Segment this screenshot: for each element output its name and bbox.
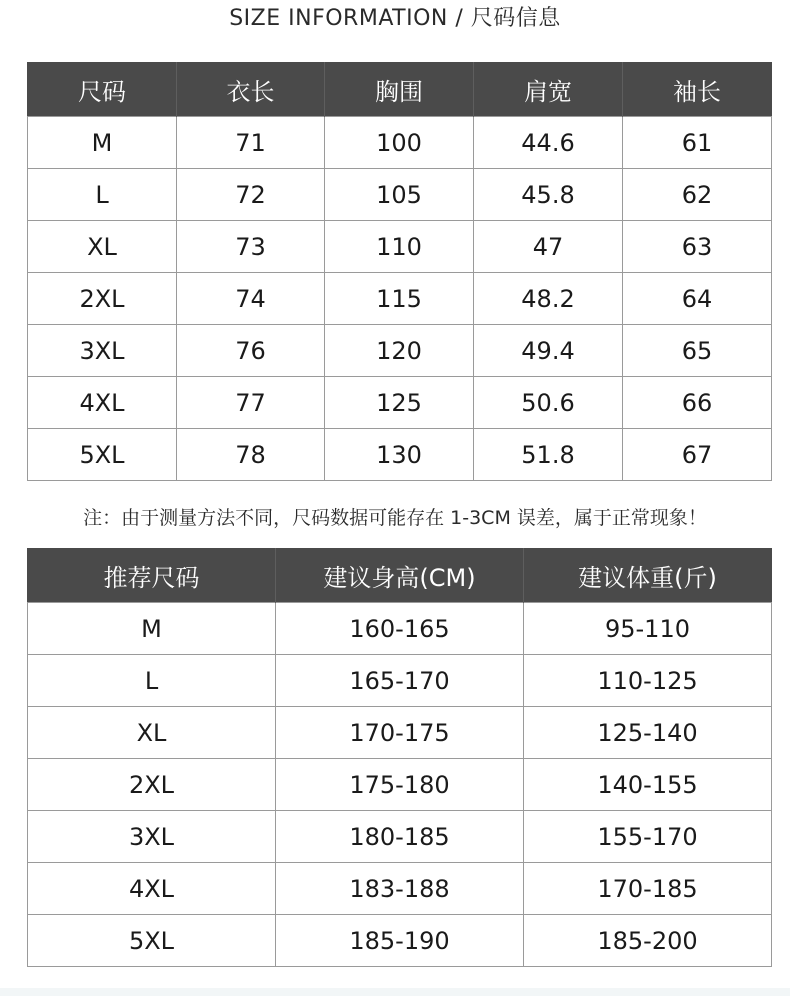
cell-size: 3XL — [28, 811, 276, 863]
cell-length: 76 — [177, 325, 325, 377]
cell-length: 78 — [177, 429, 325, 481]
cell-shoulder: 49.4 — [474, 325, 623, 377]
cell-size: M — [28, 603, 276, 655]
table-row — [28, 915, 772, 967]
cell-chest: 115 — [325, 273, 474, 325]
cell-weight: 110-125 — [524, 655, 772, 707]
header-length: 衣长 — [177, 63, 325, 117]
measurement-note: 注：由于测量方法不同，尺码数据可能存在 1-3CM 误差，属于正常现象！ — [83, 507, 707, 529]
cell-size: 3XL — [28, 325, 177, 377]
cell-sleeve: 62 — [623, 169, 772, 221]
cell-sleeve: 63 — [623, 221, 772, 273]
table-row — [28, 221, 772, 273]
cell-height: 183-188 — [276, 863, 524, 915]
cell-chest: 105 — [325, 169, 474, 221]
cell-chest: 110 — [325, 221, 474, 273]
cell-height: 160-165 — [276, 603, 524, 655]
cell-sleeve: 66 — [623, 377, 772, 429]
table-row — [28, 603, 772, 655]
size-chart-table — [27, 62, 772, 481]
cell-size: 4XL — [28, 377, 177, 429]
cell-shoulder: 47 — [474, 221, 623, 273]
cell-size: M — [28, 117, 177, 169]
table-row — [28, 377, 772, 429]
header-suggested-height: 建议身高(CM) — [276, 549, 524, 603]
cell-size: XL — [28, 221, 177, 273]
cell-shoulder: 50.6 — [474, 377, 623, 429]
cell-chest: 120 — [325, 325, 474, 377]
cell-weight: 170-185 — [524, 863, 772, 915]
cell-size: 5XL — [28, 915, 276, 967]
header-suggested-weight: 建议体重(斤) — [524, 549, 772, 603]
table-row — [28, 117, 772, 169]
header-sleeve: 袖长 — [623, 63, 772, 117]
cell-sleeve: 64 — [623, 273, 772, 325]
cell-size: XL — [28, 707, 276, 759]
cell-height: 170-175 — [276, 707, 524, 759]
cell-size: 2XL — [28, 759, 276, 811]
cell-weight: 140-155 — [524, 759, 772, 811]
cell-height: 175-180 — [276, 759, 524, 811]
page-title: SIZE INFORMATION / 尺码信息 — [229, 6, 561, 31]
cell-length: 74 — [177, 273, 325, 325]
table-row — [28, 811, 772, 863]
header-size: 尺码 — [28, 63, 177, 117]
table-row — [28, 273, 772, 325]
table-row — [28, 655, 772, 707]
cell-length: 73 — [177, 221, 325, 273]
cell-chest: 125 — [325, 377, 474, 429]
header-recommended-size: 推荐尺码 — [28, 549, 276, 603]
table-row — [28, 759, 772, 811]
cell-weight: 95-110 — [524, 603, 772, 655]
table-row — [28, 429, 772, 481]
cell-size: L — [28, 655, 276, 707]
cell-sleeve: 65 — [623, 325, 772, 377]
cell-shoulder: 44.6 — [474, 117, 623, 169]
cell-shoulder: 45.8 — [474, 169, 623, 221]
cell-shoulder: 51.8 — [474, 429, 623, 481]
cell-length: 72 — [177, 169, 325, 221]
cell-length: 77 — [177, 377, 325, 429]
cell-size: 4XL — [28, 863, 276, 915]
cell-sleeve: 67 — [623, 429, 772, 481]
header-shoulder: 肩宽 — [474, 63, 623, 117]
cell-chest: 130 — [325, 429, 474, 481]
cell-size: L — [28, 169, 177, 221]
cell-height: 185-190 — [276, 915, 524, 967]
cell-weight: 125-140 — [524, 707, 772, 759]
table-row — [28, 863, 772, 915]
cell-chest: 100 — [325, 117, 474, 169]
recommended-size-table — [27, 548, 772, 967]
cell-weight: 185-200 — [524, 915, 772, 967]
cell-size: 5XL — [28, 429, 177, 481]
cell-height: 180-185 — [276, 811, 524, 863]
table-row — [28, 169, 772, 221]
size-chart-header-row — [28, 63, 772, 117]
table-row — [28, 325, 772, 377]
cell-shoulder: 48.2 — [474, 273, 623, 325]
cell-weight: 155-170 — [524, 811, 772, 863]
cell-size: 2XL — [28, 273, 177, 325]
header-chest: 胸围 — [325, 63, 474, 117]
recommend-header-row — [28, 549, 772, 603]
bottom-strip — [0, 988, 790, 996]
cell-length: 71 — [177, 117, 325, 169]
table-row — [28, 707, 772, 759]
cell-height: 165-170 — [276, 655, 524, 707]
cell-sleeve: 61 — [623, 117, 772, 169]
